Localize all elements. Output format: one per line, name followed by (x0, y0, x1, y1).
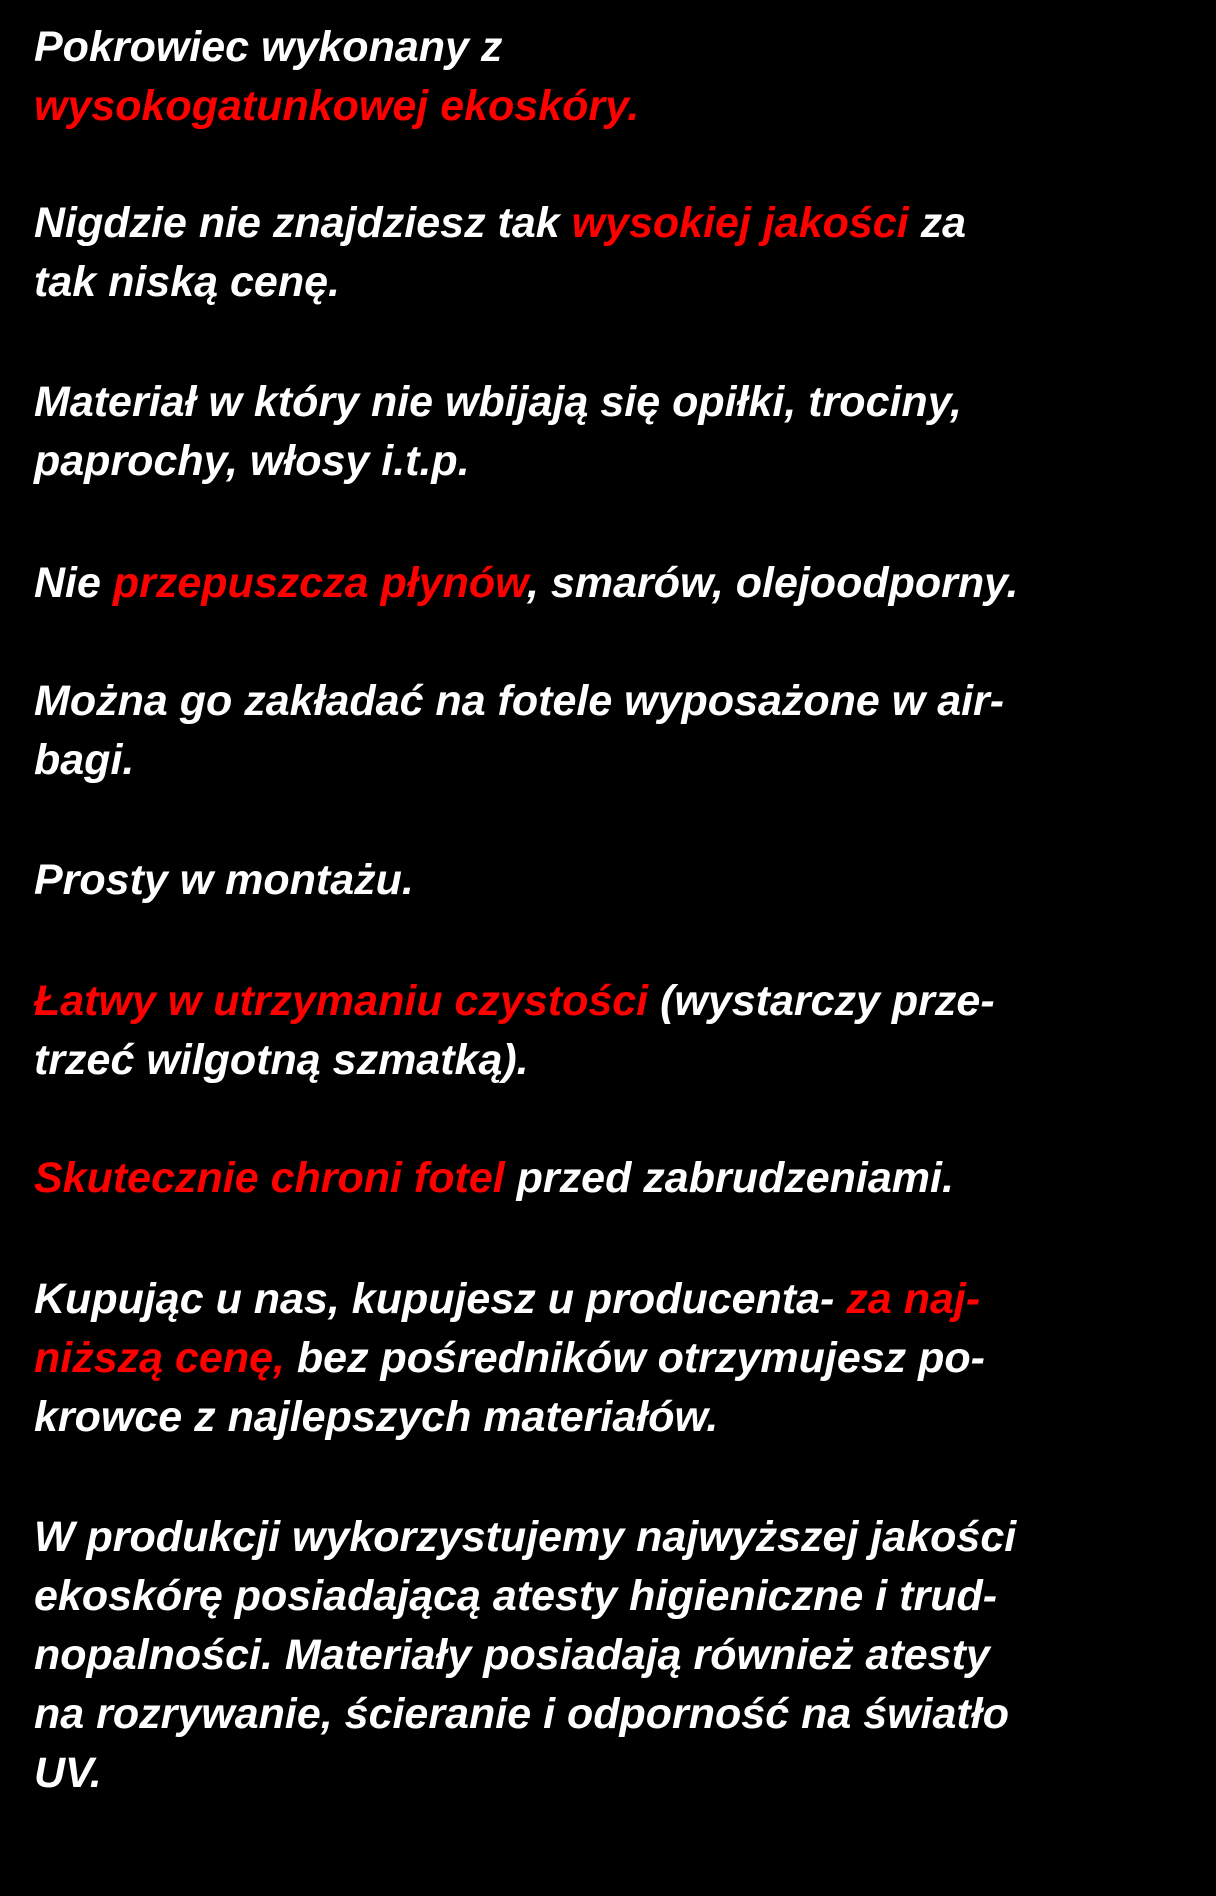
paragraph-quality-price (34, 194, 966, 312)
paragraph-easy-cleaning (34, 972, 995, 1090)
text-line (34, 18, 639, 77)
text-line (34, 1149, 954, 1208)
paragraph-airbag-compatible (34, 672, 1004, 790)
body-text: Prosty w montażu. (34, 856, 414, 904)
text-line (34, 1626, 1016, 1685)
body-text: Nie (34, 559, 113, 607)
body-text: UV. (34, 1749, 102, 1797)
text-line (34, 1031, 995, 1090)
text-line (34, 731, 1004, 790)
highlighted-text: Łatwy w utrzymaniu czystości (34, 977, 649, 1025)
body-text: trzeć wilgotną szmatką). (34, 1036, 529, 1084)
body-text: Kupując u nas, kupujesz u producenta- (34, 1275, 847, 1323)
text-line (34, 851, 414, 910)
body-text: bez pośredników otrzymujesz po- (284, 1334, 985, 1382)
paragraph-easy-install (34, 851, 414, 910)
paragraph-seat-protection (34, 1149, 954, 1208)
text-line (34, 1508, 1016, 1567)
text-line (34, 554, 1018, 613)
body-text: Pokrowiec wykonany z (34, 23, 503, 71)
body-text: Nigdzie nie znajdziesz tak (34, 199, 572, 247)
body-text: (wystarczy prze- (648, 977, 995, 1025)
body-text: paprochy, włosy i.t.p. (34, 437, 470, 485)
text-line (34, 373, 962, 432)
body-text: przed zabrudzeniami. (504, 1154, 954, 1202)
highlighted-text: Skutecznie chroni fotel (34, 1154, 505, 1202)
text-line (34, 1388, 985, 1447)
body-text: bagi. (34, 736, 135, 784)
body-text: krowce z najlepszych materiałów. (34, 1393, 719, 1441)
text-line (34, 194, 966, 253)
body-text: na rozrywanie, ścieranie i odporność na światło (34, 1690, 1009, 1738)
paragraph-fluid-resistance (34, 554, 1018, 613)
text-line (34, 1270, 985, 1329)
body-text: Można go zakładać na fotele wyposażone w air- (34, 677, 1005, 725)
text-line (34, 1685, 1016, 1744)
highlighted-text: wysokogatunkowej ekoskóry. (34, 82, 640, 130)
body-text: , smarów, olejoodporny. (527, 559, 1019, 607)
text-line (34, 77, 639, 136)
body-text: W produkcji wykorzystujemy najwyższej jakości (34, 1513, 1017, 1561)
paragraph-material (34, 18, 639, 136)
text-line (34, 253, 966, 312)
body-text: tak niską cenę. (34, 258, 340, 306)
body-text: nopalności. Materiały posiadają również atesty (34, 1631, 990, 1679)
text-line (34, 1567, 1016, 1626)
highlighted-text: niższą cenę, (34, 1334, 285, 1382)
text-line (34, 972, 995, 1031)
text-line (34, 1744, 1016, 1803)
text-line (34, 1329, 985, 1388)
highlighted-text: za naj- (846, 1275, 981, 1323)
body-text: Materiał w który nie wbijają się opiłki, trociny, (34, 378, 962, 426)
paragraph-certificates (34, 1508, 1016, 1803)
paragraph-debris-resistance (34, 373, 962, 491)
text-line (34, 672, 1004, 731)
highlighted-text: przepuszcza płynów (112, 559, 528, 607)
body-text: ekoskórę posiadającą atesty higieniczne i trud- (34, 1572, 998, 1620)
body-text: za (908, 199, 967, 247)
paragraph-producer-offer (34, 1270, 985, 1447)
text-line (34, 432, 962, 491)
highlighted-text: wysokiej jakości (571, 199, 909, 247)
